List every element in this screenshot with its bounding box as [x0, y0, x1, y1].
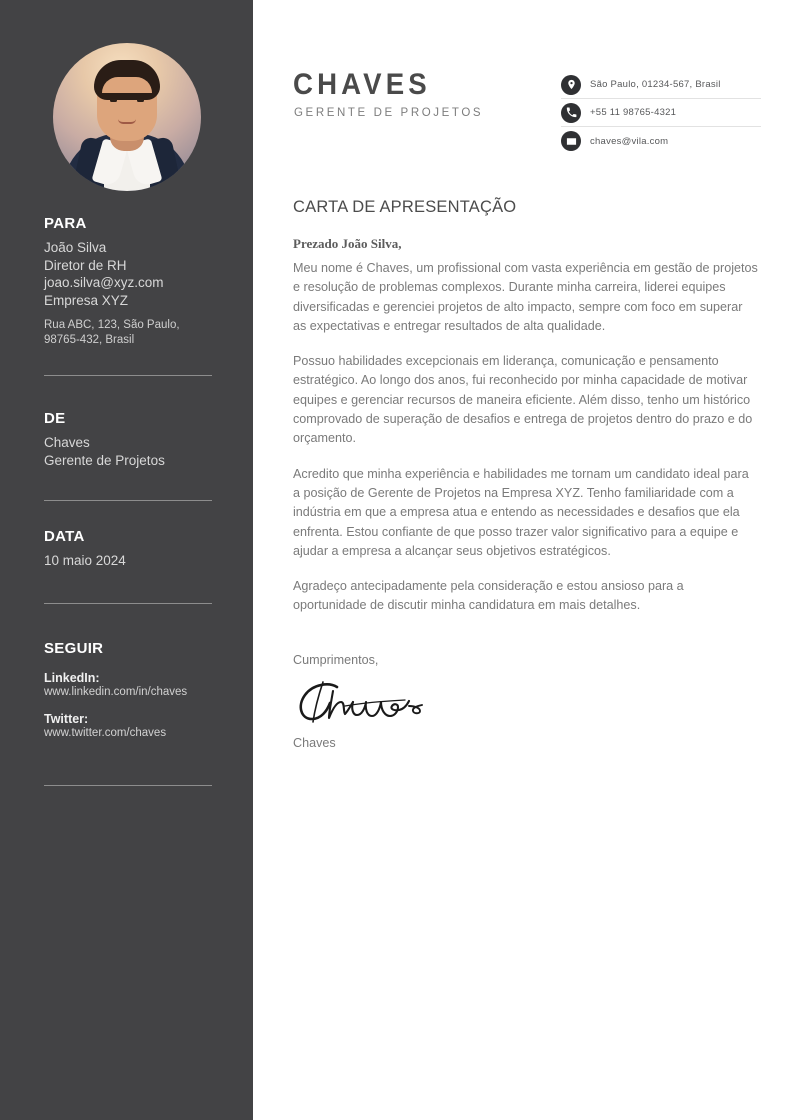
sidebar [0, 0, 253, 1120]
phone-icon [561, 103, 581, 123]
sender-block [44, 410, 212, 469]
letter-paragraph: Agradeço antecipadamente pela consideração e estou ansioso para a oportunidade de discutir minha candidatura em mais detalhes. [293, 579, 684, 613]
contact-row-phone [561, 99, 761, 127]
recipient-company: Empresa XYZ [44, 292, 129, 308]
job-role: GERENTE DE PROJETOS [294, 107, 484, 119]
divider [44, 500, 212, 501]
salutation: Prezado João Silva, [293, 236, 402, 251]
date-heading: DATA [44, 528, 85, 545]
date-value: 10 maio 2024 [44, 553, 126, 568]
letter-title: CARTA DE APRESENTAÇÃO [293, 198, 517, 216]
avatar [53, 43, 201, 191]
contact-email-text: chaves@vila.com [590, 135, 669, 147]
recipient-title: Diretor de RH [44, 257, 127, 273]
letter-paragraph: Acredito que minha experiência e habilidades me tornam um candidato ideal para a posição de Gerente de Projetos na Empresa XYZ. Tenho familiaridade com a indústria em que a empresa atua e entendo as necessidades e desafios que ela enfrenta. Estou confiante de que posso trazer valor significativo para a equipe e ajudar a empresa a alcançar seus objetivos estratégicos. [293, 466, 749, 558]
sender-heading: DE [44, 410, 66, 427]
signature-name: Chaves [293, 736, 336, 750]
contact-location-text: São Paulo, 01234-567, Brasil [590, 79, 721, 90]
signature-image [293, 678, 493, 728]
recipient-block [44, 215, 212, 348]
location-pin-icon [561, 75, 581, 95]
recipient-address-line1: Rua ABC, 123, São Paulo, [44, 319, 180, 331]
contact-list [561, 71, 761, 155]
letter-body [293, 259, 758, 632]
twitter-label: Twitter: [44, 712, 89, 726]
divider [44, 785, 212, 786]
contact-phone-text: +55 11 98765-4321 [590, 107, 677, 118]
twitter-url[interactable]: www.twitter.com/chaves [44, 727, 167, 739]
letter-main [253, 0, 794, 1120]
profile-photo [53, 43, 201, 191]
sender-name: Chaves [44, 435, 90, 450]
contact-row-email [561, 127, 761, 155]
envelope-icon [561, 131, 581, 151]
date-block [44, 528, 212, 570]
closing-text: Cumprimentos, [293, 653, 379, 667]
recipient-address-line2: 98765-432, Brasil [44, 334, 135, 346]
letter-paragraph: Meu nome é Chaves, um profissional com vasta experiência em gestão de projetos e resolução de problemas complexos. Durante minha carreira, liderei equipes diversificadas e gerenciei projetos de alto impacto, sempre com foco em superar as expectativas e entregar resultados de alta qualidade. [293, 261, 758, 333]
follow-block [44, 640, 212, 739]
divider [44, 375, 212, 376]
linkedin-url[interactable]: www.linkedin.com/in/chaves [44, 686, 188, 698]
letter-paragraph: Possuo habilidades excepcionais em liderança, comunicação e pensamento estratégico. Ao longo dos anos, fui reconhecido por minha capacidade de motivar equipes e gerenciar recursos de maneira eficiente. Além disso, tenho um histórico comprovado de superação de desafios e entrega de projetos dentro do prazo e do orçamento. [293, 354, 753, 446]
recipient-heading: PARA [44, 215, 87, 232]
contact-row-location [561, 71, 761, 99]
recipient-email: joao.silva@xyz.com [44, 275, 164, 290]
linkedin-label: LinkedIn: [44, 671, 100, 685]
page-title: CHAVES [293, 68, 431, 101]
recipient-name: João Silva [44, 240, 107, 255]
follow-heading: SEGUIR [44, 640, 104, 657]
divider [44, 603, 212, 604]
recipient-address [44, 318, 212, 348]
sender-title: Gerente de Projetos [44, 452, 165, 468]
